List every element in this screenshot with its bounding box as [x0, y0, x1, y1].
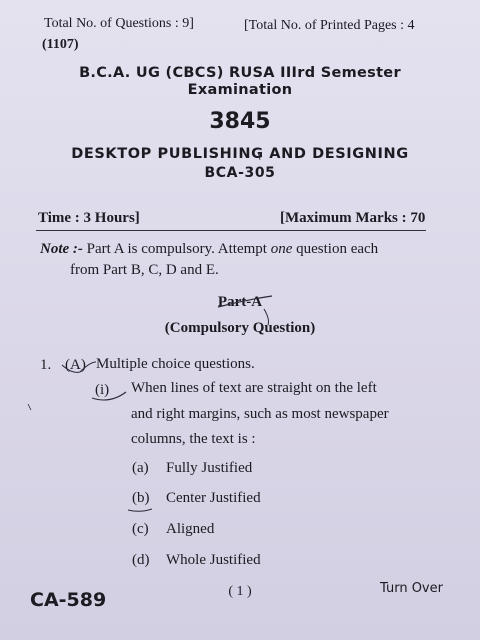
course-code: BCA-305	[204, 165, 276, 181]
note-emphasis: one	[270, 241, 293, 257]
option-text-a: Fully Justified	[166, 460, 253, 476]
note-text-after: question each	[292, 241, 379, 257]
option-label-d: (d)	[132, 552, 150, 568]
sub-question-line: columns, the text is :	[131, 431, 256, 447]
sub-question-line: and right margins, such as most newspaper	[131, 406, 389, 422]
exam-code: (1107)	[42, 37, 79, 52]
time-allowed: Time : 3 Hours]	[38, 210, 140, 226]
paper-code: 3845	[209, 109, 271, 134]
option-label-a: (a)	[132, 460, 149, 476]
note-text-before: Part A is compulsory. Attempt	[82, 241, 271, 257]
subject-title: DESKTOP PUBLISHING AND DESIGNING	[71, 146, 409, 162]
exam-title-line-1: B.C.A. UG (CBCS) RUSA IIIrd Semester	[79, 65, 401, 81]
note-line-2: from Part B, C, D and E.	[70, 262, 219, 278]
note-line-1	[40, 241, 378, 258]
option-label-c: (c)	[132, 521, 149, 537]
option-text-d: Whole Justified	[166, 552, 261, 568]
option-text-b: Center Justified	[166, 490, 261, 506]
total-printed-pages: [Total No. of Printed Pages : 4	[244, 18, 415, 33]
sub-question-label: (i)	[95, 382, 110, 398]
pen-tick-margin	[28, 404, 31, 410]
option-text-c: Aligned	[166, 521, 215, 537]
option-label-b: (b)	[132, 490, 150, 506]
header-divider	[36, 230, 426, 231]
page-number: ( 1 )	[228, 584, 252, 599]
turn-over-label: Turn Over	[380, 581, 443, 596]
question-text: Multiple choice questions.	[96, 356, 255, 372]
part-a-title: Part-A	[217, 294, 263, 310]
total-questions: Total No. of Questions : 9]	[44, 16, 194, 31]
part-a-subtitle: (Compulsory Question)	[164, 320, 316, 336]
footer-paper-code: CA-589	[30, 589, 107, 611]
maximum-marks: [Maximum Marks : 70	[280, 210, 426, 226]
question-number: 1.	[40, 357, 52, 373]
pen-underline-b	[128, 509, 152, 511]
note-label: Note :-	[40, 241, 83, 257]
sub-question-line: When lines of text are straight on the left	[131, 380, 377, 396]
question-part-label: (A)	[65, 357, 86, 373]
exam-title-line-2: Examination	[187, 82, 293, 98]
